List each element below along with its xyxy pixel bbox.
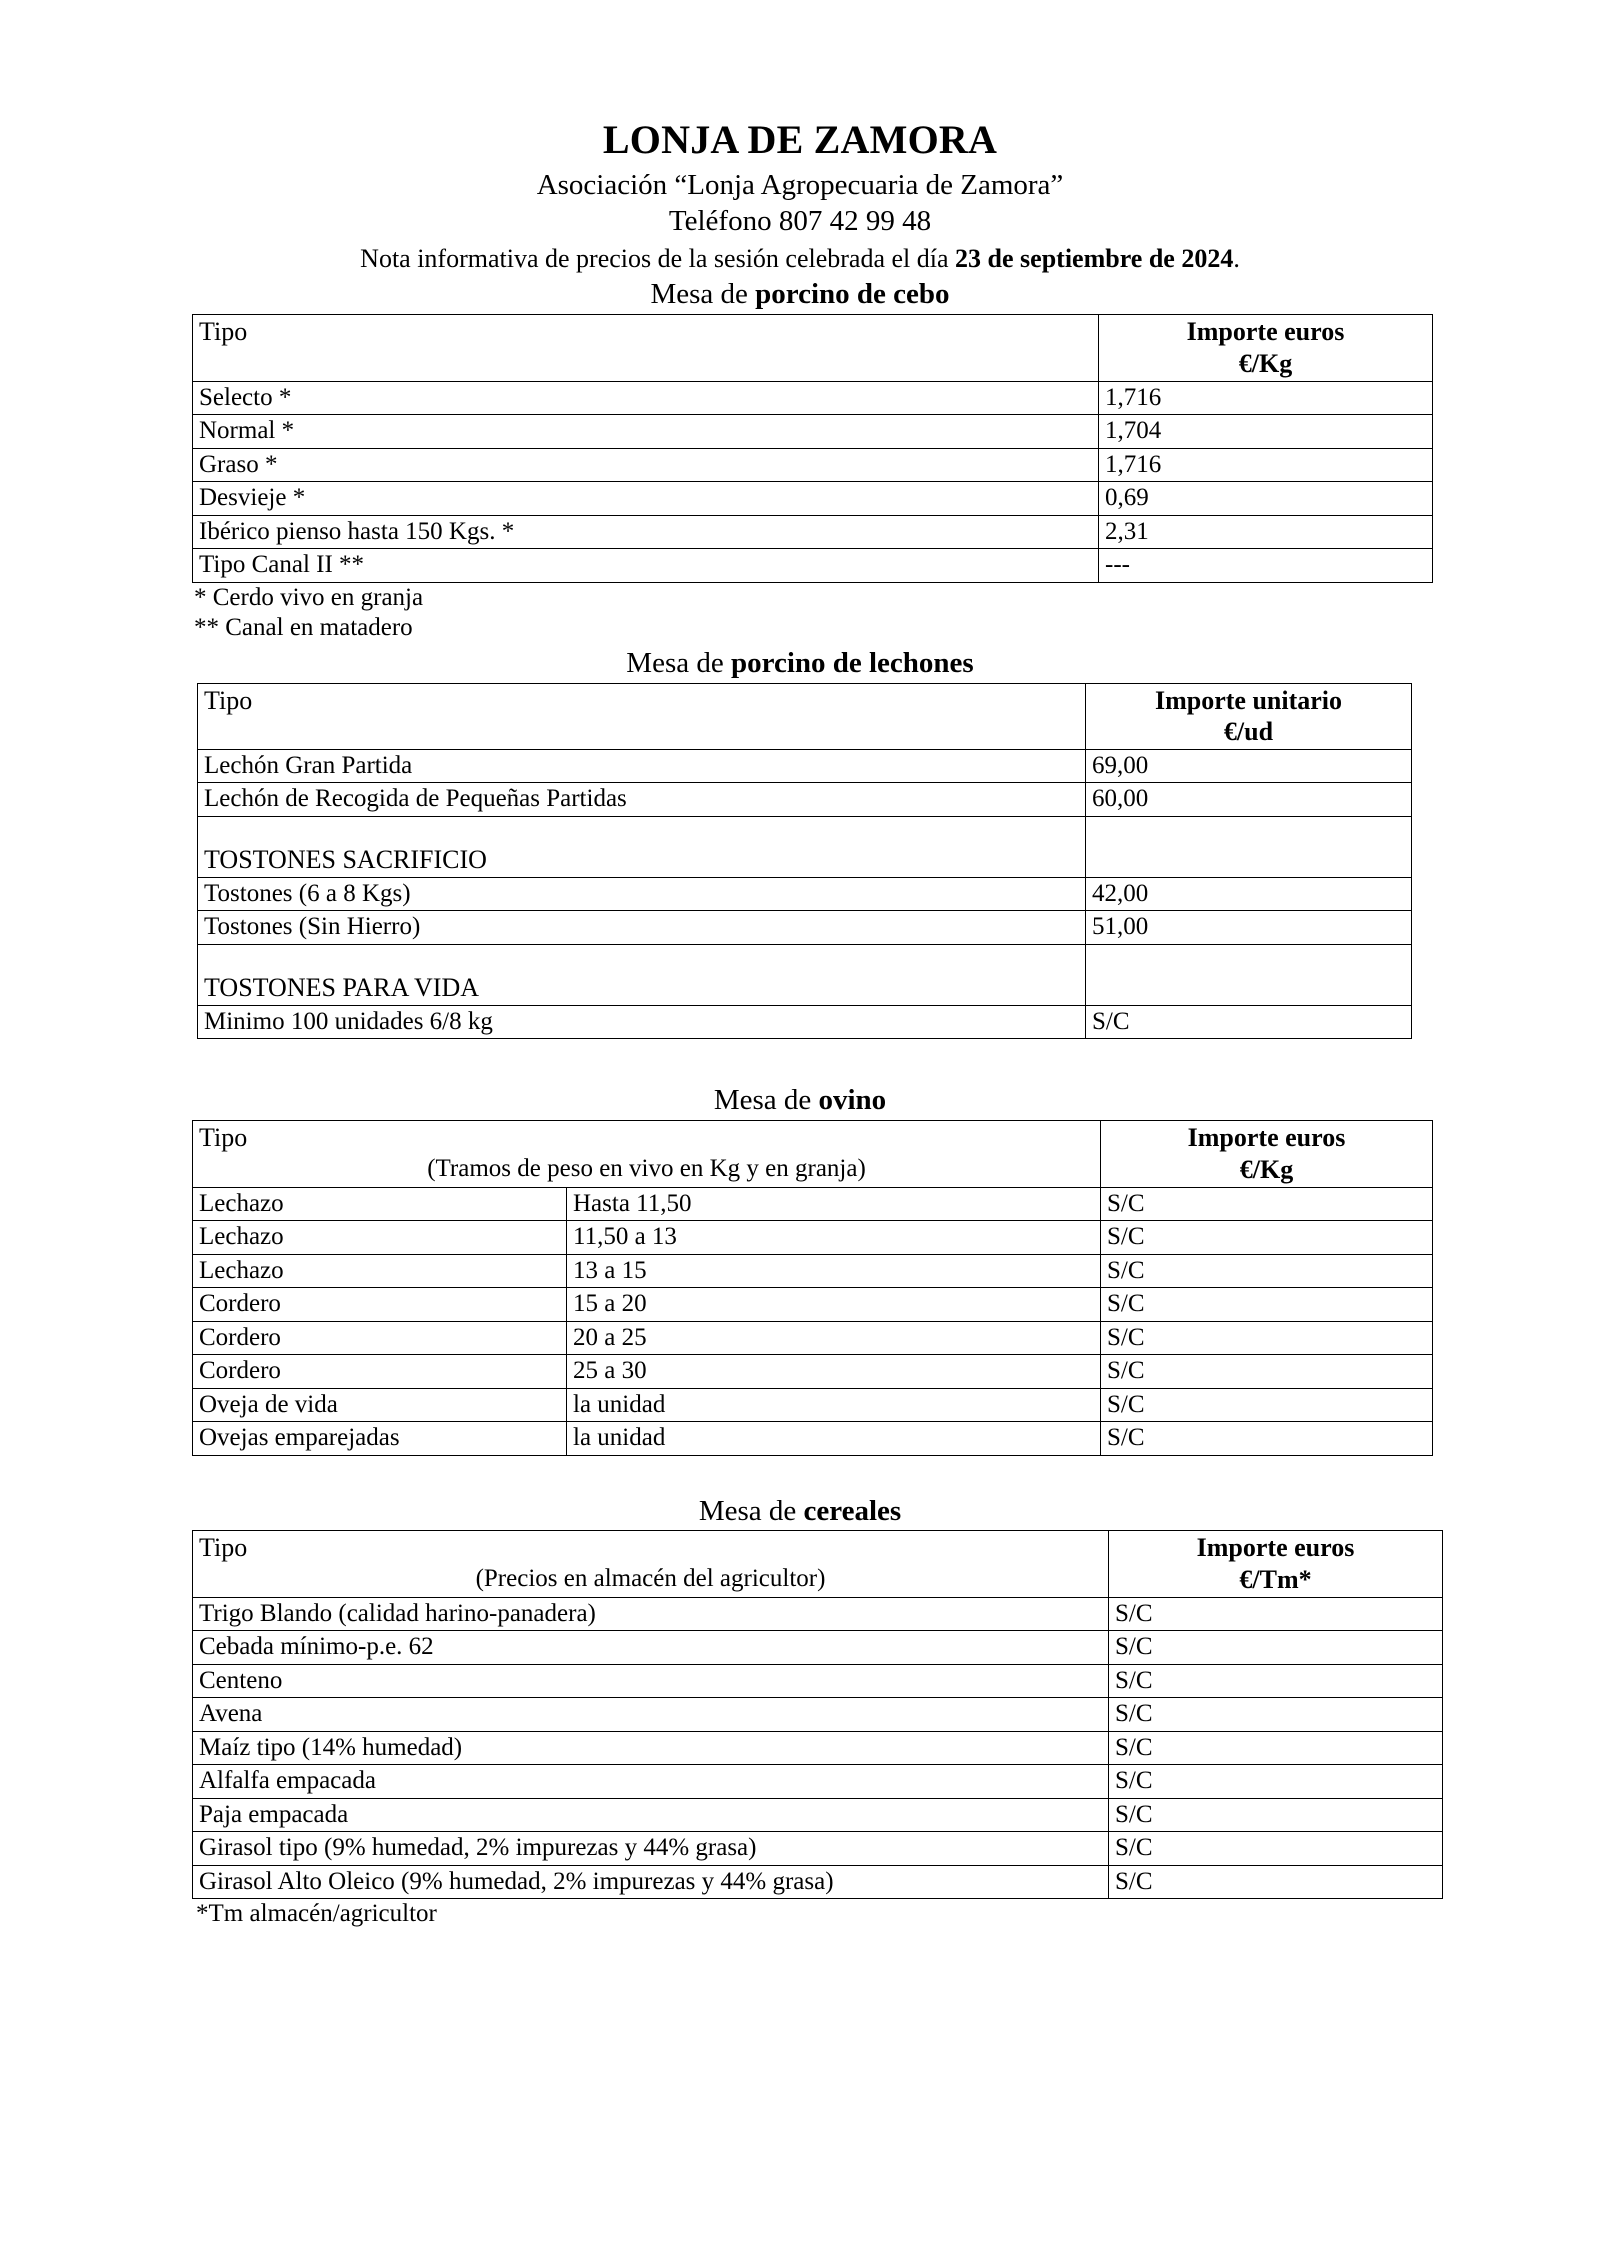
footnote-cerdo-vivo: * Cerdo vivo en granja: [194, 583, 424, 611]
cell-importe: 0,69: [1099, 482, 1433, 516]
cell-tramo: 11,50 a 13: [567, 1221, 1101, 1255]
cell-tipo: Cordero: [193, 1355, 567, 1389]
table-row: [193, 1597, 1443, 1631]
cell-tipo: Centeno: [193, 1664, 1109, 1698]
cell-importe: 2,31: [1099, 515, 1433, 549]
column-header-importe: [1109, 1531, 1443, 1597]
column-header-tipo: Tipo: [193, 315, 1099, 381]
cell-importe: 42,00: [1086, 877, 1412, 911]
section-heading-cereales-prefix: Mesa de: [698, 1494, 804, 1527]
table-row: [193, 1321, 1433, 1355]
column-header-importe-line2: €/Kg: [1238, 349, 1293, 378]
cell-tipo: Girasol Alto Oleico (9% humedad, 2% impurezas y 44% grasa): [193, 1865, 1109, 1899]
cell-tipo: Lechón de Recogida de Pequeñas Partidas: [198, 783, 1086, 817]
table-header-row: [193, 1121, 1433, 1187]
phone-line: Teléfono 807 42 99 48: [668, 205, 932, 238]
footnote-tm-almacen: *Tm almacén/agricultor: [196, 1900, 437, 1928]
table-wrap-cereales: [0, 1530, 1600, 1899]
table-row: [193, 1832, 1443, 1866]
cell-tramo: 13 a 15: [567, 1254, 1101, 1288]
cell-importe: S/C: [1086, 1005, 1412, 1039]
cell-importe: S/C: [1109, 1765, 1443, 1799]
session-date: 23 de septiembre de 2024: [955, 243, 1234, 273]
cell-tipo: Avena: [193, 1698, 1109, 1732]
table-row: [193, 1631, 1443, 1665]
column-header-importe-line1: Importe euros: [1196, 1533, 1355, 1563]
cell-tipo: Cordero: [193, 1321, 567, 1355]
table-row: [198, 783, 1412, 817]
table-header-row: [193, 315, 1433, 381]
cell-importe: S/C: [1109, 1631, 1443, 1665]
footnote-canal-matadero: ** Canal en matadero: [194, 614, 413, 642]
cell-importe: 1,704: [1099, 415, 1433, 449]
session-notice-suffix: .: [1233, 243, 1240, 273]
cell-importe: S/C: [1101, 1388, 1433, 1422]
table-row: [193, 1765, 1443, 1799]
cell-tipo: Trigo Blando (calidad harino-panadera): [193, 1597, 1109, 1631]
spacer-before-cereales: [0, 1456, 1600, 1492]
column-header-importe: [1086, 683, 1412, 749]
cell-tipo: Ovejas emparejadas: [193, 1422, 567, 1456]
column-header-importe-line1: Importe unitario: [1154, 685, 1343, 715]
section-heading-cebo: [0, 277, 1600, 312]
cell-importe: 60,00: [1086, 783, 1412, 817]
cell-importe: S/C: [1101, 1187, 1433, 1221]
cell-importe: S/C: [1109, 1731, 1443, 1765]
table-porcino-cebo: [192, 314, 1433, 582]
cell-importe: 1,716: [1099, 381, 1433, 415]
column-header-importe-line2: €/Tm*: [1239, 1565, 1312, 1595]
table-row: [193, 381, 1433, 415]
table-row: [193, 1221, 1433, 1255]
column-header-importe: [1101, 1121, 1433, 1187]
table-row: [193, 1422, 1433, 1456]
group-heading-tostones-sacrificio: TOSTONES SACRIFICIO: [198, 816, 1086, 877]
column-header-importe: [1099, 315, 1433, 381]
cell-tipo: Minimo 100 unidades 6/8 kg: [198, 1005, 1086, 1039]
column-header-importe-line2: €/ud: [1223, 717, 1274, 747]
cell-tipo: Graso *: [193, 448, 1099, 482]
cell-importe: S/C: [1101, 1321, 1433, 1355]
table-row: [193, 1388, 1433, 1422]
table-wrap-ovino: [0, 1120, 1600, 1455]
cell-importe: S/C: [1101, 1221, 1433, 1255]
cell-tipo: Lechazo: [193, 1221, 567, 1255]
section-heading-cebo-prefix: Mesa de: [650, 278, 756, 311]
table-row: [193, 1664, 1443, 1698]
cell-tipo: Paja empacada: [193, 1798, 1109, 1832]
table-row: [198, 911, 1412, 945]
column-header-tipo: [193, 1121, 1101, 1187]
table-row: [198, 1005, 1412, 1039]
table-row: [198, 749, 1412, 783]
table-row: [193, 415, 1433, 449]
cell-tramo: la unidad: [567, 1388, 1101, 1422]
session-notice: [0, 242, 1600, 276]
cell-tipo: Tipo Canal II **: [193, 549, 1099, 583]
cell-tipo: Normal *: [193, 415, 1099, 449]
section-heading-cereales: [0, 1494, 1600, 1529]
section-heading-ovino-prefix: Mesa de: [713, 1084, 819, 1117]
table-row: [193, 549, 1433, 583]
cell-importe: S/C: [1109, 1664, 1443, 1698]
table-row: [193, 515, 1433, 549]
section-heading-lechones-prefix: Mesa de: [626, 646, 731, 679]
table-row: [193, 1187, 1433, 1221]
table-ovino: [192, 1120, 1433, 1455]
table-header-row: [193, 1531, 1443, 1597]
cell-tipo: Girasol tipo (9% humedad, 2% impurezas y 44% grasa): [193, 1832, 1109, 1866]
column-header-importe-line2: €/Kg: [1239, 1154, 1294, 1184]
table-row-group-heading: [198, 944, 1412, 1005]
cell-importe: 69,00: [1086, 749, 1412, 783]
table-row: [193, 1254, 1433, 1288]
cell-tipo: Tostones (Sin Hierro): [198, 911, 1086, 945]
cell-importe: 1,716: [1099, 448, 1433, 482]
table-row: [193, 1288, 1433, 1322]
cell-tipo: Oveja de vida: [193, 1388, 567, 1422]
table-wrap-cebo: [0, 314, 1600, 582]
cell-importe: S/C: [1109, 1865, 1443, 1899]
cell-importe: S/C: [1109, 1597, 1443, 1631]
column-header-importe-line1: Importe euros: [1186, 317, 1345, 347]
cell-tipo: Maíz tipo (14% humedad): [193, 1731, 1109, 1765]
table-porcino-lechones: [197, 683, 1412, 1040]
table-row: [193, 448, 1433, 482]
table-row: [193, 482, 1433, 516]
table-row-group-heading: [198, 816, 1412, 877]
column-header-tipo: Tipo: [198, 683, 1086, 749]
cell-tipo: Desvieje *: [193, 482, 1099, 516]
cell-importe: ---: [1099, 549, 1433, 583]
section-heading-lechones: [0, 646, 1600, 681]
cell-importe: [1086, 944, 1412, 1005]
cell-tipo: Ibérico pienso hasta 150 Kgs. *: [193, 515, 1099, 549]
section-heading-ovino: [0, 1083, 1600, 1118]
cell-importe: 51,00: [1086, 911, 1412, 945]
table-row: [193, 1798, 1443, 1832]
cell-importe: S/C: [1101, 1288, 1433, 1322]
column-header-tipo: [193, 1531, 1109, 1597]
cell-tipo: Cordero: [193, 1288, 567, 1322]
section-heading-cereales-bold: cereales: [803, 1494, 902, 1527]
table-header-row: [198, 683, 1412, 749]
table-row: [193, 1865, 1443, 1899]
document-body: [0, 118, 1600, 1930]
cell-importe: S/C: [1109, 1798, 1443, 1832]
association-name: Asociación “Lonja Agropecuaria de Zamora”: [536, 169, 1064, 202]
column-header-tipo-note: (Precios en almacén del agricultor): [475, 1565, 826, 1593]
section-heading-ovino-bold: ovino: [818, 1084, 887, 1117]
cell-tipo: Lechazo: [193, 1187, 567, 1221]
cell-importe: S/C: [1101, 1422, 1433, 1456]
cell-tramo: 15 a 20: [567, 1288, 1101, 1322]
cell-tipo: Tostones (6 a 8 Kgs): [198, 877, 1086, 911]
column-header-tipo-note: (Tramos de peso en vivo en Kg y en granja): [427, 1154, 866, 1182]
cell-tramo: 25 a 30: [567, 1355, 1101, 1389]
cell-tipo: Selecto *: [193, 381, 1099, 415]
cell-tipo: Cebada mínimo-p.e. 62: [193, 1631, 1109, 1665]
cell-tipo: Lechazo: [193, 1254, 567, 1288]
cell-tramo: la unidad: [567, 1422, 1101, 1456]
column-header-tipo-label: Tipo: [199, 1533, 248, 1563]
cell-importe: S/C: [1109, 1832, 1443, 1866]
table-cereales: [192, 1530, 1443, 1899]
cell-importe: [1086, 816, 1412, 877]
spacer-before-ovino: [0, 1039, 1600, 1081]
cell-importe: S/C: [1101, 1355, 1433, 1389]
page-title: LONJA DE ZAMORA: [602, 117, 998, 162]
cell-importe: S/C: [1101, 1254, 1433, 1288]
table-row: [193, 1731, 1443, 1765]
section-heading-cebo-bold: porcino de cebo: [755, 278, 950, 311]
session-notice-prefix: Nota informativa de precios de la sesión celebrada el día: [360, 243, 956, 273]
cell-tipo: Lechón Gran Partida: [198, 749, 1086, 783]
group-heading-tostones-para-vida: TOSTONES PARA VIDA: [198, 944, 1086, 1005]
cell-tramo: 20 a 25: [567, 1321, 1101, 1355]
table-wrap-lechones: [0, 683, 1600, 1040]
cell-tramo: Hasta 11,50: [567, 1187, 1101, 1221]
cell-importe: S/C: [1109, 1698, 1443, 1732]
column-header-tipo-label: Tipo: [199, 1123, 248, 1153]
cell-tipo: Alfalfa empacada: [193, 1765, 1109, 1799]
column-header-importe-line1: Importe euros: [1187, 1123, 1346, 1153]
footnotes-cebo: [194, 583, 1600, 644]
table-row: [193, 1698, 1443, 1732]
table-row: [198, 877, 1412, 911]
table-row: [193, 1355, 1433, 1389]
section-heading-lechones-bold: porcino de lechones: [730, 646, 974, 679]
